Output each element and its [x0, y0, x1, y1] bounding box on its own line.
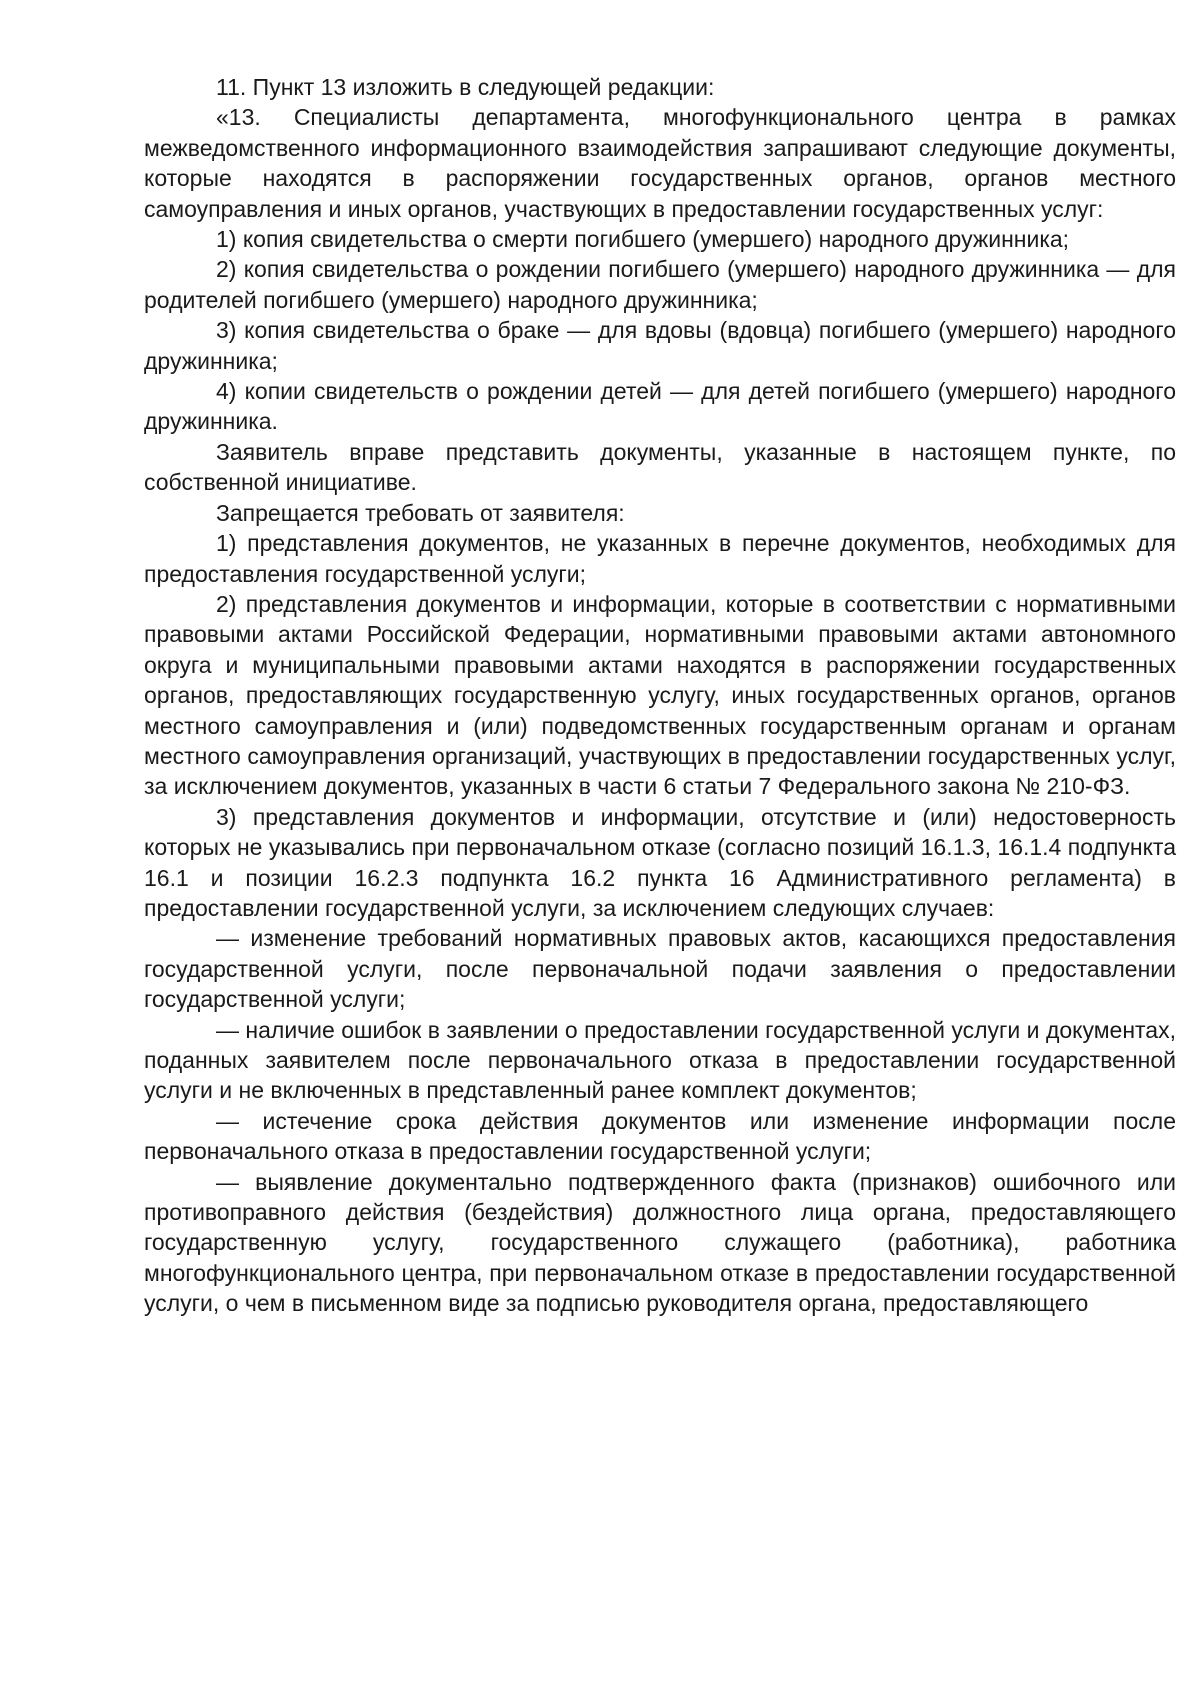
paragraph-list-item-4: 4) копии свидетельств о рождении детей — для детей погибшего (умершего) народного дружинника.: [144, 378, 1176, 435]
paragraph-list-item-3: 3) копия свидетельства о браке — для вдовы (вдовца) погибшего (умершего) народного дружинника;: [144, 317, 1176, 374]
document-page: [144, 72, 1176, 1319]
paragraph-prohibition-2: 2) представления документов и информации, которые в соответствии с нормативными правовыми актами Российской Федерации, нормативными правовыми актами автономного округа и муниципальными правовыми актами находятся в распоряжении государственных органов, предоставляющих государственную услугу, иных государственных органов, органов местного самоуправления и (или) подведомственных государственным органам и органам местного самоуправления организаций, участвующих в предоставлении государственных услуг, за исключением документов, указанных в части 6 статьи 7 Федерального закона № 210-ФЗ.: [144, 590, 1176, 800]
paragraph-list-item-2: 2) копия свидетельства о рождении погибшего (умершего) народного дружинника — для родителей погибшего (умершего) народного дружинника;: [144, 256, 1176, 313]
paragraph-exception-1: — изменение требований нормативных правовых актов, касающихся предоставления государственной услуги, после первоначальной подачи заявления о предоставлении государственной услуги;: [144, 925, 1176, 1013]
paragraph-prohibition-1: 1) представления документов, не указанных в перечне документов, необходимых для предоставления государственной услуги;: [144, 530, 1176, 587]
paragraph-exception-4: — выявление документально подтвержденного факта (признаков) ошибочного или противоправного действия (бездействия) должностного лица органа, предоставляющего государственную услугу, государственного служащего (работника), работника многофункционального центра, при первоначальном отказе в предоставлении государственной услуги, о чем в письменном виде за подписью руководителя органа, предоставляющего: [144, 1168, 1176, 1317]
paragraph-prohibition-intro: Запрещается требовать от заявителя:: [216, 499, 625, 526]
paragraph-list-item-1: 1) копия свидетельства о смерти погибшего (умершего) народного дружинника;: [216, 226, 1070, 253]
paragraph-exception-3: — истечение срока действия документов или изменение информации после первоначального отказа в предоставлении государственной услуги;: [144, 1107, 1176, 1165]
paragraph-exception-2: — наличие ошибок в заявлении о предоставлении государственной услуги и документах, поданных заявителем после первоначального отказа в предоставлении государственной услуги и не включенных в представленный ранее комплект документов;: [144, 1016, 1176, 1104]
paragraph-prohibition-3: 3) представления документов и информации, отсутствие и (или) недостоверность которых не указывались при первоначальном отказе (согласно позиций 16.1.3, 16.1.4 подпункта 16.1 и позиции 16.2.3 подпункта 16.2 пункта 16 Административного регламента) в предоставлении государственной услуги, за исключением следующих случаев:: [144, 803, 1176, 921]
paragraph-intro: 11. Пункт 13 изложить в следующей редакции:: [216, 74, 715, 100]
paragraph-applicant-right: Заявитель вправе представить документы, указанные в настоящем пункте, по собственной инициативе.: [144, 438, 1176, 496]
paragraph-clause-13: «13. Специалисты департамента, многофункционального центра в рамках межведомственного информационного взаимодействия запрашивают следующие документы, которые находятся в распоряжении государственных органов, органов местного самоуправления и иных органов, участвующих в предоставлении государственных услуг:: [144, 104, 1176, 222]
